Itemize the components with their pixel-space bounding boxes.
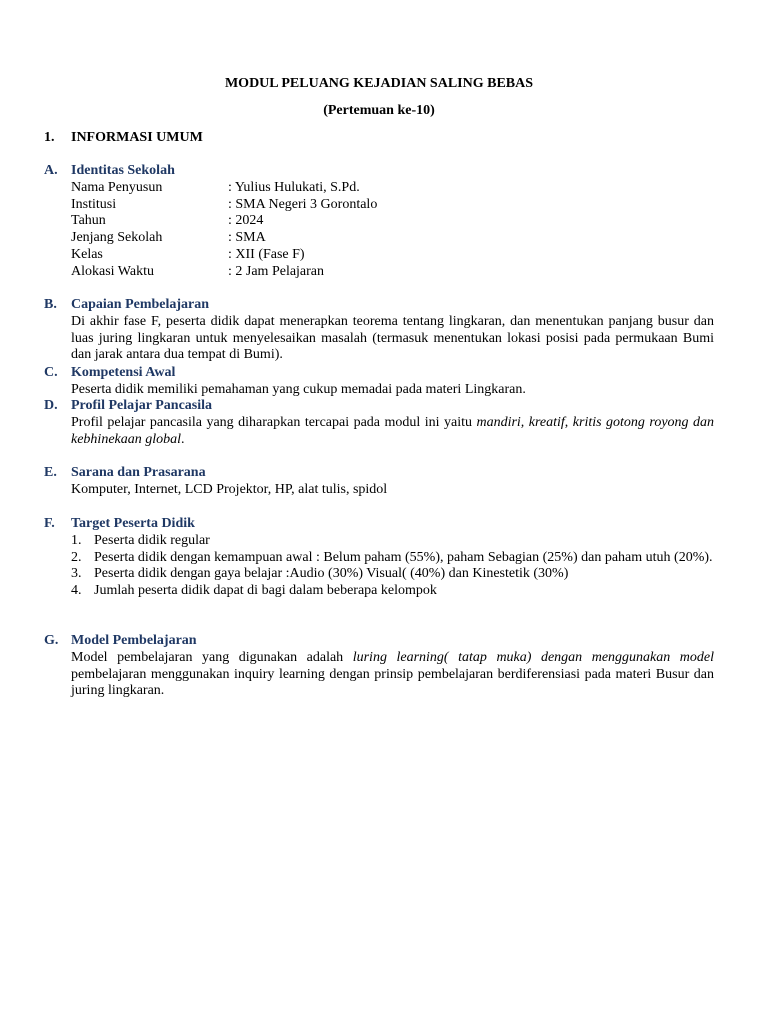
list-text: Jumlah peserta didik dapat di bagi dalam beberapa kelompok: [94, 583, 437, 599]
section-model-pembelajaran: [44, 633, 714, 700]
identitas-label: Tahun: [71, 213, 106, 229]
model-text-italic: luring learning( tatap muka) dengan menggunakan model: [352, 649, 715, 665]
identitas-table: [71, 180, 714, 281]
section-kompetensi-awal: [44, 365, 714, 399]
identitas-label: Jenjang Sekolah: [71, 230, 163, 246]
target-letter: F.: [44, 516, 55, 531]
capaian-title: Capaian Pembelajaran: [71, 297, 210, 312]
section-sarana-prasarana: [44, 465, 714, 499]
identitas-row: [71, 264, 714, 281]
section-identitas-sekolah: [44, 163, 714, 281]
sarana-heading: [44, 465, 714, 482]
document-title: MODUL PELUANG KEJADIAN SALING BEBAS: [224, 76, 534, 91]
list-text: Peserta didik dengan gaya belajar :Audio (30%) Visual( (40%) dan Kinestetik (30%): [94, 566, 569, 582]
identitas-label: Nama Penyusun: [71, 179, 163, 195]
target-list: [71, 533, 714, 600]
model-text-rest: pembelajaran menggunakan inquiry learning dengan prinsip pembelajaran berdiferensiasi pada materi Busur dan juring lingkaran.: [71, 666, 714, 699]
model-text-plain: Model pembelajaran yang digunakan adalah: [71, 649, 353, 665]
document-subtitle: (Pertemuan ke-10): [323, 103, 435, 118]
identitas-value: : 2024: [228, 213, 264, 229]
section-target-peserta: [44, 516, 714, 600]
model-letter: G.: [44, 633, 59, 648]
kompetensi-title: Kompetensi Awal: [71, 365, 176, 380]
list-number: 4.: [71, 583, 82, 599]
identitas-value: : XII (Fase F): [228, 246, 305, 262]
section-profil-pelajar: [44, 398, 714, 448]
list-item: [71, 566, 714, 583]
sarana-title: Sarana dan Prasarana: [71, 465, 206, 480]
list-text: Peserta didik regular: [94, 532, 210, 548]
identitas-label: Alokasi Waktu: [71, 263, 154, 279]
list-item: [71, 583, 714, 600]
list-number: 3.: [71, 566, 82, 582]
target-title: Target Peserta Didik: [71, 516, 195, 531]
identitas-row: [71, 197, 714, 214]
target-heading: [44, 516, 714, 533]
profil-text-end: .: [181, 431, 185, 447]
capaian-text: Di akhir fase F, peserta didik dapat menerapkan teorema tentang lingkaran, dan menentukan panjang busur dan luas juring lingkaran untuk menyelesaikan masalah (termasuk menentukan lokasi posisi pada permukaan Bumi dan jarak antara dua tempat di Bumi).: [71, 313, 714, 363]
profil-text-italic-2: kritis gotong royong dan kebhinekaan global: [71, 414, 715, 447]
section-informasi-umum: [44, 130, 203, 146]
kompetensi-heading: [44, 365, 714, 382]
list-number: 2.: [71, 549, 82, 565]
section-capaian-pembelajaran: [44, 297, 714, 364]
identitas-row: [71, 180, 714, 197]
list-number: 1.: [71, 532, 82, 548]
identitas-value: : Yulius Hulukati, S.Pd.: [228, 179, 360, 195]
identitas-value: : SMA: [228, 230, 266, 246]
identitas-letter: A.: [44, 163, 58, 178]
sarana-text: Komputer, Internet, LCD Projektor, HP, alat tulis, spidol: [71, 481, 388, 497]
identitas-row: [71, 213, 714, 230]
identitas-label: Institusi: [71, 196, 117, 212]
profil-heading: [44, 398, 714, 415]
profil-letter: D.: [44, 398, 58, 413]
identitas-value: : 2 Jam Pelajaran: [228, 263, 325, 279]
model-title: Model Pembelajaran: [71, 633, 197, 648]
profil-text: [71, 415, 714, 449]
section-number: 1.: [44, 130, 55, 145]
list-item: [71, 550, 714, 567]
identitas-value: : SMA Negeri 3 Gorontalo: [228, 196, 378, 212]
identitas-title: Identitas Sekolah: [71, 163, 175, 178]
kompetensi-text: Peserta didik memiliki pemahaman yang cukup memadai pada materi Lingkaran.: [71, 381, 526, 397]
profil-text-comma: ,: [564, 414, 573, 430]
sarana-letter: E.: [44, 465, 57, 480]
model-heading: [44, 633, 714, 650]
kompetensi-letter: C.: [44, 365, 58, 380]
identitas-label: Kelas: [71, 246, 103, 262]
identitas-heading: [44, 163, 714, 180]
identitas-row: [71, 247, 714, 264]
list-item: [71, 533, 714, 550]
section-heading: INFORMASI UMUM: [71, 130, 203, 145]
profil-title: Profil Pelajar Pancasila: [71, 398, 213, 413]
profil-text-plain: Profil pelajar pancasila yang diharapkan tercapai pada modul ini yaitu: [71, 414, 477, 430]
capaian-letter: B.: [44, 297, 57, 312]
profil-text-italic-1: mandiri, kreatif: [476, 414, 565, 430]
capaian-heading: [44, 297, 714, 314]
model-text: [71, 650, 714, 700]
identitas-row: [71, 230, 714, 247]
list-text: Peserta didik dengan kemampuan awal : Belum paham (55%), paham Sebagian (25%) dan paham utuh (20%).: [94, 549, 713, 565]
